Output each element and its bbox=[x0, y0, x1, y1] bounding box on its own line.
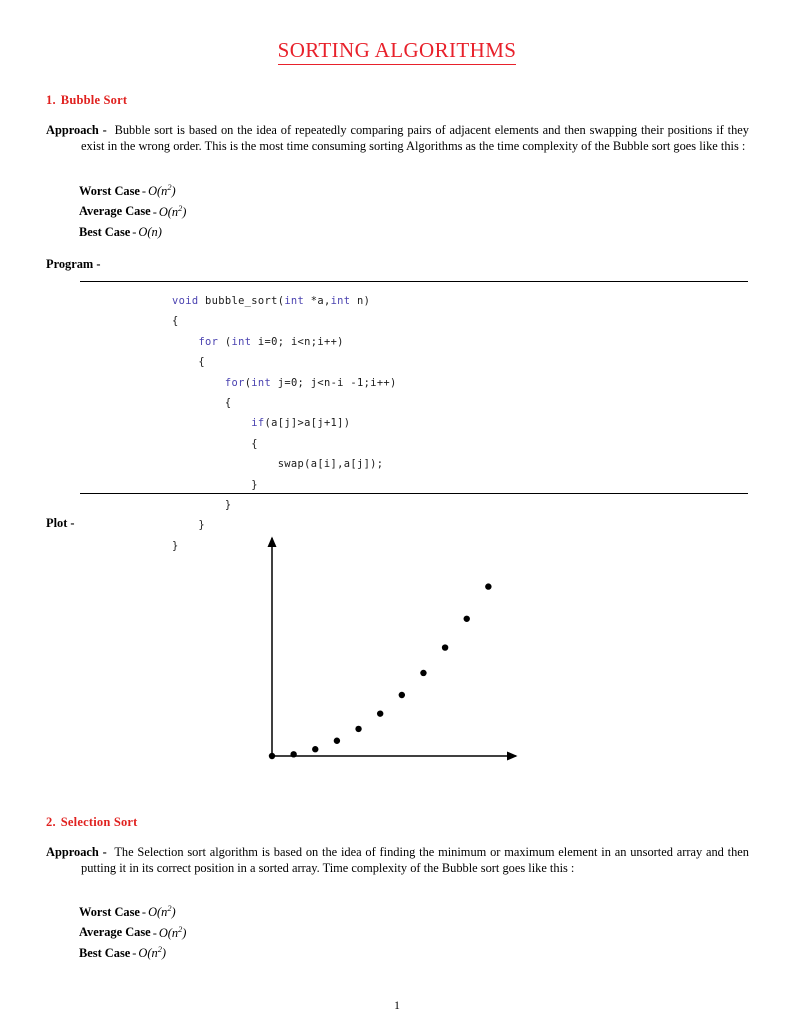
plot-point bbox=[334, 738, 340, 744]
case-dash: - bbox=[152, 204, 157, 219]
bigo-close: ) bbox=[182, 925, 187, 940]
plot-point bbox=[420, 670, 426, 676]
code-text: swap(a[i],a[j]); bbox=[172, 458, 384, 471]
plot-label: Plot - bbox=[46, 516, 75, 530]
complexity-worst-case-2 bbox=[79, 899, 186, 919]
case-name: Best Case bbox=[79, 945, 131, 960]
code-text: } bbox=[172, 519, 206, 532]
case-dash: - bbox=[152, 925, 157, 940]
case-dash: - bbox=[141, 905, 147, 920]
code-line bbox=[172, 352, 397, 372]
plot-point bbox=[485, 583, 491, 589]
bigo-base: O(n bbox=[138, 224, 158, 239]
code-line bbox=[172, 413, 397, 433]
bigo-base: O(n bbox=[138, 945, 158, 960]
case-complexity bbox=[138, 946, 166, 960]
code-text bbox=[172, 417, 251, 429]
case-name: Worst Case bbox=[79, 905, 140, 920]
section-heading-bubble-sort bbox=[46, 93, 127, 108]
section-number-1: 1. bbox=[46, 93, 56, 107]
code-text: ( bbox=[244, 376, 252, 389]
bigo-close: ) bbox=[157, 224, 162, 239]
case-name: Worst Case bbox=[79, 184, 140, 199]
code-line bbox=[172, 373, 397, 393]
page-title bbox=[0, 38, 794, 63]
approach-label-2: Approach - bbox=[46, 845, 107, 859]
approach-paragraph-2 bbox=[46, 844, 749, 876]
page-title-text: SORTING ALGORITHMS bbox=[278, 38, 517, 65]
complexity-best-case-2 bbox=[79, 940, 186, 960]
approach-text-2: The Selection sort algorithm is based on the idea of finding the minimum or maximum element in an unsorted array and then putting it in its correct position in a sorted array. Time complexity of the Bubble sort goes like this : bbox=[81, 845, 750, 876]
code-text: { bbox=[172, 397, 232, 410]
bigo-close: ) bbox=[171, 905, 176, 920]
case-dash: - bbox=[132, 224, 137, 239]
bigo-exponent: 2 bbox=[167, 183, 172, 192]
case-complexity bbox=[159, 926, 187, 940]
code-line bbox=[172, 495, 397, 515]
plot-point bbox=[442, 644, 448, 650]
code-keyword: int bbox=[330, 295, 351, 307]
code-text bbox=[172, 336, 198, 348]
code-text: { bbox=[172, 315, 179, 328]
complexity-average-case-1 bbox=[79, 198, 186, 218]
bigo-exponent: 2 bbox=[167, 904, 172, 913]
complexity-list-1 bbox=[79, 178, 186, 239]
code-listing bbox=[172, 291, 397, 556]
code-text: bubble_sort( bbox=[198, 295, 285, 307]
bigo-close: ) bbox=[182, 204, 187, 219]
section-title-1: Bubble Sort bbox=[60, 93, 128, 107]
code-line bbox=[172, 332, 397, 352]
code-line bbox=[172, 434, 397, 454]
case-complexity bbox=[159, 205, 187, 219]
code-line bbox=[172, 393, 397, 413]
section-number-2: 2. bbox=[46, 815, 56, 829]
bigo-base: O(n bbox=[158, 925, 179, 940]
plot-point bbox=[464, 616, 470, 622]
bigo-close: ) bbox=[171, 184, 176, 199]
complexity-list-2 bbox=[79, 899, 186, 960]
plot-point bbox=[399, 692, 405, 698]
program-label: Program - bbox=[46, 257, 101, 271]
code-keyword: int bbox=[231, 335, 252, 348]
approach-text-1: Bubble sort is based on the idea of repeatedly comparing pairs of adjacent elements and then swapping their positions if they exist in the wrong order. This is the most time consuming sorting Algorithms as the time complexity of the Bubble sort goes like this : bbox=[81, 123, 749, 154]
complexity-worst-case-1 bbox=[79, 178, 186, 198]
bigo-base: O(n bbox=[158, 204, 179, 219]
case-complexity bbox=[148, 905, 176, 919]
code-text: { bbox=[172, 356, 206, 369]
approach-paragraph-1 bbox=[46, 122, 749, 154]
bigo-exponent: 2 bbox=[178, 924, 183, 934]
bigo-close: ) bbox=[161, 945, 167, 960]
bigo-exponent: 2 bbox=[157, 944, 162, 954]
plot-data-points bbox=[269, 583, 492, 759]
code-text bbox=[172, 377, 225, 389]
code-line bbox=[172, 454, 397, 474]
case-dash: - bbox=[132, 945, 137, 960]
code-keyword: for bbox=[198, 335, 219, 348]
code-text: i=0; i<n;i++) bbox=[251, 335, 344, 348]
case-dash: - bbox=[141, 184, 147, 199]
code-keyword: void bbox=[172, 295, 199, 307]
plot-point bbox=[312, 746, 318, 752]
complexity-best-case-1 bbox=[79, 219, 186, 239]
code-text: n) bbox=[350, 295, 371, 307]
code-text: j=0; j<n-i -1;i++) bbox=[271, 376, 397, 389]
code-keyword: int bbox=[251, 376, 272, 389]
plot-svg bbox=[258, 532, 538, 767]
case-name: Average Case bbox=[79, 204, 151, 219]
approach-label-1: Approach - bbox=[46, 123, 107, 137]
code-text: (a[j]>a[j+1]) bbox=[264, 417, 351, 430]
plot-point bbox=[269, 753, 275, 759]
code-keyword: for bbox=[224, 376, 245, 389]
section-title-2: Selection Sort bbox=[60, 815, 138, 829]
case-complexity bbox=[148, 184, 176, 198]
code-keyword: if bbox=[251, 417, 265, 430]
code-text: { bbox=[172, 437, 258, 450]
code-top-rule bbox=[80, 281, 748, 282]
plot-point bbox=[355, 726, 361, 732]
section-heading-selection-sort bbox=[46, 815, 138, 830]
bigo-base: O(n bbox=[148, 184, 168, 199]
code-text: } bbox=[172, 478, 258, 491]
code-bottom-rule bbox=[80, 493, 748, 494]
bigo-base: O(n bbox=[148, 905, 168, 920]
code-text: } bbox=[172, 499, 232, 512]
code-text: } bbox=[172, 539, 179, 552]
code-line bbox=[172, 475, 397, 495]
code-text: ( bbox=[218, 335, 232, 348]
plot-point bbox=[290, 751, 296, 757]
plot-point bbox=[377, 710, 383, 716]
code-keyword: int bbox=[284, 295, 305, 307]
bigo-exponent: 2 bbox=[178, 203, 183, 213]
complexity-average-case-2 bbox=[79, 919, 186, 939]
code-text: *a, bbox=[304, 295, 331, 307]
code-line bbox=[172, 311, 397, 331]
code-line bbox=[172, 291, 397, 311]
case-name: Best Case bbox=[79, 224, 131, 239]
case-name: Average Case bbox=[79, 925, 151, 940]
case-complexity bbox=[138, 225, 161, 239]
page-number: 1 bbox=[394, 1000, 400, 1012]
complexity-scatter-plot bbox=[258, 532, 538, 767]
